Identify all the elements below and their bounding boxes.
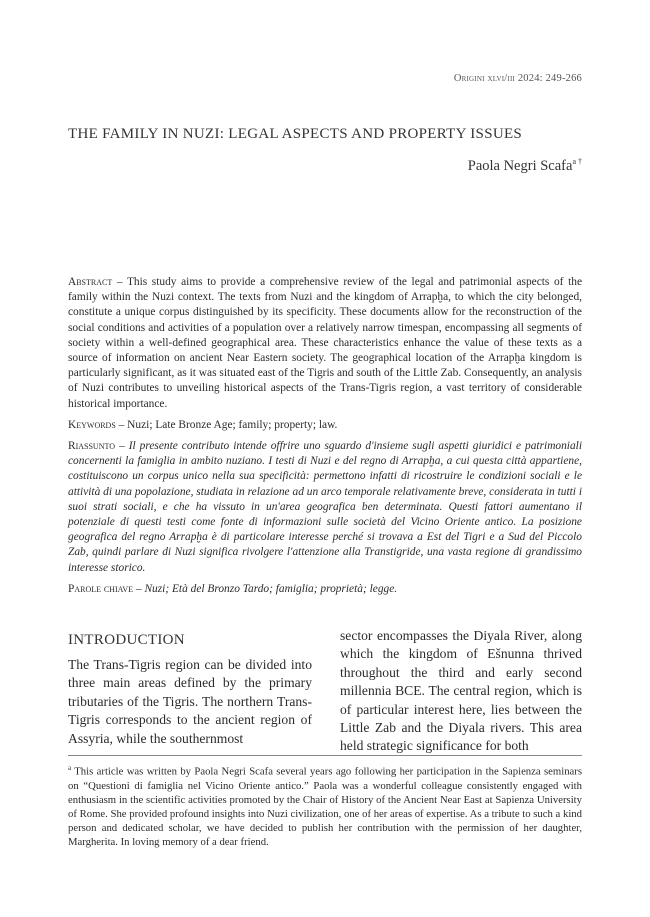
journal-volume: xlvi/iii bbox=[487, 73, 516, 84]
abstract-label: Abstract bbox=[68, 276, 113, 288]
journal-year-pages: 2024: 249-266 bbox=[517, 73, 582, 84]
abstract-block bbox=[68, 275, 582, 603]
article-title: THE FAMILY IN NUZI: LEGAL ASPECTS AND PROPERTY ISSUES bbox=[68, 126, 523, 142]
footnote bbox=[68, 761, 582, 849]
author-marks: a † bbox=[572, 157, 582, 166]
riassunto-paragraph bbox=[68, 439, 582, 576]
abstract-paragraph bbox=[68, 275, 582, 412]
keywords-label: Keywords bbox=[68, 418, 116, 431]
body-column-left: The Trans-Tigris region can be divided into three main areas defined by the primary tributaries of the Tigris. The northern Trans-Tigris corresponds to the ancient region of Assyria, while the southernmost bbox=[68, 657, 312, 746]
footnote-divider bbox=[68, 755, 582, 756]
author-name: Paola Negri Scafa bbox=[467, 157, 573, 174]
riassunto-text: Il presente contributo intende offrire uno sguardo d'insieme sugli aspetti giuridici e patrimoniali concernenti la famiglia in ambito nuziano. I testi di Nuzi e del regno di Arrapḫa, a cui questa città appartiene, costituiscono un corpus unico nella sua specificità: permettono infatti di ricostruire le condizioni sociali e le attività di una popolazione, studiata in relazione ad un arco temporale relativamente breve, considerata in tutti i suoi strati sociali, e che ha vissuto in un'area geografica ben determinata. Questi fattori aumentano il potenziale di questi testi come fonte di informazioni sulle società del Vicino Oriente antico. La posizione geografica del regno Arrapḫa è di particolare interesse perché si trovava a Est del Tigri e a Sud del Piccolo Zab, quindi parlare di Nuzi significa rivolgere l'attenzione alla Transtigride, una vasta regione di grandissimo interesse storico. bbox=[68, 440, 582, 574]
parole-chiave-label: Parole chiave bbox=[68, 582, 134, 595]
keywords-text: – Nuzi; Late Bronze Age; family; property; law. bbox=[115, 418, 338, 431]
riassunto-dash: – bbox=[115, 440, 129, 453]
footnote-text: This article was written by Paola Negri Scafa several years ago following her participation in the Sapienza seminars on “Questioni di famiglia nel Vicino Oriente antico.” Paola was a wonderful colleague consistently engaged with enthusiasm in the scientific activities promoted by the Chair of History of the Ancient Near East at Sapienza University of Rome. She provided profound insights into Nuzi civilization, one of her areas of expertise. As a tribute to such a kind person and dedicated scholar, we have decided to publish her contribution with the permission of her daughter, Margherita. In loving memory of a dear friend. bbox=[68, 765, 582, 848]
footnote-marker: a bbox=[68, 764, 72, 772]
author-line bbox=[468, 157, 582, 175]
parole-chiave-text: Nuzi; Età del Bronzo Tardo; famiglia; proprietà; legge. bbox=[144, 582, 398, 595]
parole-chiave-dash: – bbox=[133, 582, 145, 595]
journal-name: Origini bbox=[453, 73, 485, 84]
riassunto-label: Riassunto bbox=[68, 440, 116, 453]
body-column-right: sector encompasses the Diyala River, along which the kingdom of Ešnunna thrived throughout the third and early second millennia BCE. The central region, which is of particular interest here, lies between the Little Zab and the Diyala rivers. This area held strategic significance for both bbox=[340, 628, 582, 754]
parole-chiave-paragraph bbox=[68, 582, 582, 597]
abstract-text: – This study aims to provide a comprehensive review of the legal and patrimonial aspects of the family within the Nuzi context. The texts from Nuzi and the kingdom of Arrapḫa, to which the city belonged, constitute a unique corpus distinguished by its specificity. These documents allow for the reconstruction of the social conditions and activities of a population over a relatively narrow timespan, encompassing all segments of society within a well-defined geographical area. These characteristics enhance the value of these texts as a source of information on ancient Near Eastern society. The geographical location of the Arrapḫa kingdom is particularly significant, as it was situated east of the Tigris and south of the Little Zab. Consequently, an analysis of Nuzi contributes to unveiling historical aspects of the Trans-Tigris region, a vast territory of considerable historical importance. bbox=[68, 276, 582, 410]
keywords-paragraph bbox=[68, 418, 582, 433]
running-header bbox=[454, 73, 582, 84]
introduction-heading: INTRODUCTION bbox=[68, 632, 185, 648]
